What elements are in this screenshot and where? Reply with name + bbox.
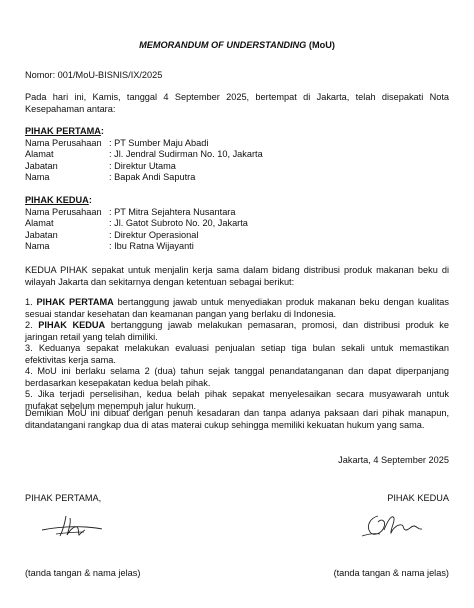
field-value: : Bapak Andi Saputra: [109, 172, 196, 183]
document-number: Nomor: 001/MoU-BISNIS/IX/2025: [25, 70, 163, 80]
field-value: : Direktur Utama: [109, 160, 176, 171]
party-two-field-row: [25, 207, 449, 219]
clause-item: [25, 320, 449, 343]
document-page: [25, 0, 449, 608]
clause-number: 4.: [25, 366, 38, 376]
field-value: : Direktur Operasional: [109, 229, 199, 240]
clause-number: 5.: [25, 389, 38, 399]
place-date: Jakarta, 4 September 2025: [338, 455, 449, 465]
party-two-section: [25, 195, 449, 253]
party-two-signature-label-block: [269, 493, 449, 505]
field-value: : Ibu Ratna Wijayanti: [109, 241, 194, 252]
clause-text: Jika terjadi perselisihan, kedua belah pihak sepakat menyelesaikan secara musyawarah untuk mufakat sebelum menempuh jalur hukum.: [25, 389, 449, 411]
opening-paragraph: Pada hari ini, Kamis, tanggal 4 September 2025, bertempat di Jakarta, telah disepakati Nota Kesepahaman antara:: [25, 92, 449, 114]
party-one-signature-image: [38, 508, 110, 542]
field-label: Nama: [25, 172, 50, 183]
party-two-field-row: [25, 218, 449, 230]
clause-party-bold: PIHAK PERTAMA: [36, 297, 114, 307]
party-one-heading-colon: :: [100, 126, 104, 136]
field-label: Jabatan: [25, 229, 58, 240]
field-label: Nama: [25, 241, 50, 252]
party-two-heading-colon: :: [88, 195, 92, 205]
party-one-signature-label: PIHAK PERTAMA,: [25, 493, 102, 503]
party-one-heading-text: PIHAK PERTAMA: [25, 126, 101, 136]
field-value: : PT Sumber Maju Abadi: [109, 137, 209, 148]
clause-number: 2.: [25, 320, 39, 330]
clause-item: [25, 366, 449, 389]
field-label: Alamat: [25, 149, 54, 160]
party-one-field-row: [25, 149, 449, 161]
agreement-intro: KEDUA PIHAK sepakat untuk menjalin kerja sama dalam bidang distribusi produk makanan beku di wilayah Jakarta dan sekitarnya dengan ketentuan sebagai berikut:: [25, 265, 449, 287]
clause-item: [25, 297, 449, 320]
party-two-heading-text: PIHAK KEDUA: [25, 195, 89, 205]
field-value: : Jl. Jendral Sudirman No. 10, Jakarta: [109, 149, 263, 160]
party-one-field-row: [25, 138, 449, 150]
clause-item: [25, 343, 449, 366]
title-suffix-text: (MoU): [306, 40, 335, 50]
party-two-signature-image: [356, 508, 432, 542]
clause-text: bertanggung jawab untuk menyediakan produk makanan beku dengan kualitas sesuai standar kesehatan dan keamanan pangan yang berlaku di Indonesia.: [25, 297, 450, 319]
field-value: : PT Mitra Sejahtera Nusantara: [109, 206, 236, 217]
clause-text: Keduanya sepakat melakukan evaluasi penjualan setiap tiga bulan sekali untuk memastikan efektivitas kerja sama.: [25, 343, 450, 365]
closing-paragraph: Demikian MoU ini dibuat dengan penuh kesadaran dan tanpa adanya paksaan dari pihak manapun, ditandatangani rangkap dua di atas materai cukup sehingga memiliki kekuatan hukum yang sama.: [25, 408, 449, 430]
document-title: [25, 40, 449, 52]
clause-number: 3.: [25, 343, 39, 353]
party-one-signature-caption: (tanda tangan & nama jelas): [25, 568, 141, 578]
clause-number: 1.: [25, 297, 37, 307]
field-value: : Jl. Gatot Subroto No. 20, Jakarta: [109, 218, 248, 229]
field-label: Jabatan: [25, 160, 58, 171]
party-two-field-row: [25, 241, 449, 253]
clause-list: [25, 297, 449, 412]
party-one-field-row: [25, 161, 449, 173]
field-label: Alamat: [25, 218, 54, 229]
party-two-signature-caption: (tanda tangan & nama jelas): [333, 568, 449, 578]
party-two-heading: [25, 195, 449, 207]
party-two-field-row: [25, 230, 449, 242]
clause-party-bold: PIHAK KEDUA: [38, 320, 106, 330]
clause-text: MoU ini berlaku selama 2 (dua) tahun sejak tanggal penandatanganan dan dapat diperpanjang berdasarkan kesepakatan kedua belah pihak.: [25, 366, 449, 388]
party-one-field-row: [25, 172, 449, 184]
party-two-signature-label: PIHAK KEDUA: [387, 493, 449, 503]
clause-text: bertanggung jawab melakukan pemasaran, promosi, dan distribusi produk ke jaringan retail yang telah dimiliki.: [25, 320, 449, 342]
party-one-section: [25, 126, 449, 184]
field-label: Nama Perusahaan: [25, 137, 102, 148]
field-label: Nama Perusahaan: [25, 206, 102, 217]
party-one-heading: [25, 126, 449, 138]
title-italic-text: MEMORANDUM OF UNDERSTANDING: [139, 40, 307, 50]
